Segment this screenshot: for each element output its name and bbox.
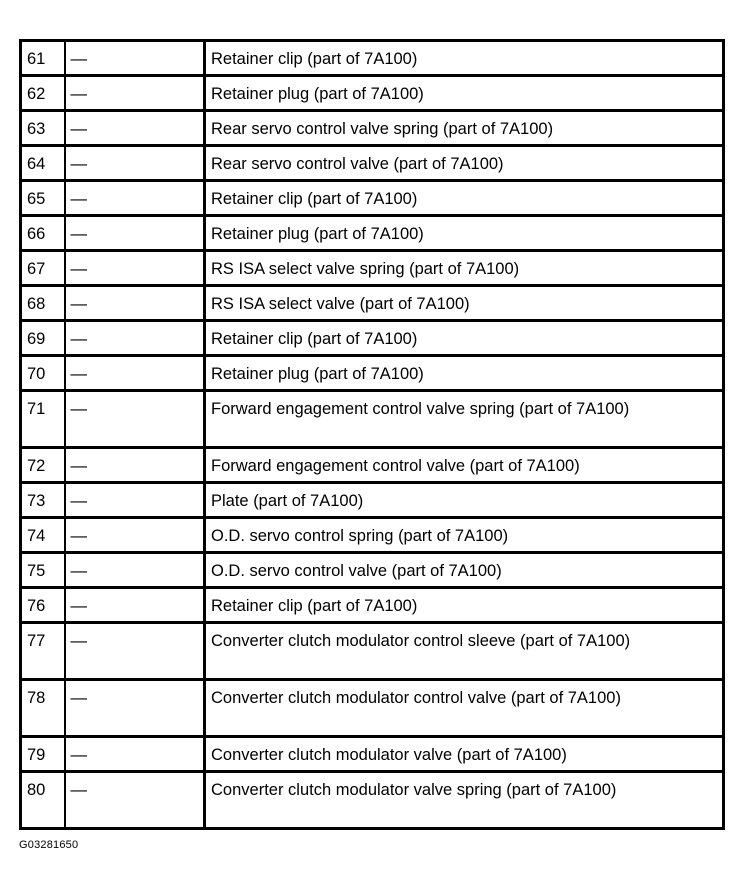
item-quantity: —	[65, 321, 205, 356]
item-quantity: —	[65, 680, 205, 737]
item-number: 71	[21, 391, 65, 448]
item-number: 70	[21, 356, 65, 391]
table-row	[21, 321, 724, 356]
item-description: Rear servo control valve (part of 7A100)	[205, 146, 724, 181]
item-number: 69	[21, 321, 65, 356]
item-number: 79	[21, 737, 65, 772]
table-row	[21, 146, 724, 181]
table-row	[21, 216, 724, 251]
table-row	[21, 356, 724, 391]
item-number: 66	[21, 216, 65, 251]
item-number: 75	[21, 553, 65, 588]
item-number: 78	[21, 680, 65, 737]
item-description: Converter clutch modulator valve (part of 7A100)	[205, 737, 724, 772]
item-quantity: —	[65, 737, 205, 772]
figure-id: G03281650	[19, 839, 79, 851]
table-row	[21, 680, 724, 737]
item-description: RS ISA select valve (part of 7A100)	[205, 286, 724, 321]
item-number: 68	[21, 286, 65, 321]
table-row	[21, 251, 724, 286]
item-quantity: —	[65, 111, 205, 146]
item-quantity: —	[65, 286, 205, 321]
table-row	[21, 553, 724, 588]
item-description: Forward engagement control valve spring (part of 7A100)	[205, 391, 724, 448]
item-quantity: —	[65, 41, 205, 76]
item-quantity: —	[65, 181, 205, 216]
item-description: Converter clutch modulator control sleeve (part of 7A100)	[205, 623, 724, 680]
item-quantity: —	[65, 448, 205, 483]
item-quantity: —	[65, 483, 205, 518]
item-number: 67	[21, 251, 65, 286]
table-row	[21, 772, 724, 829]
item-number: 63	[21, 111, 65, 146]
item-quantity: —	[65, 391, 205, 448]
item-description: Rear servo control valve spring (part of 7A100)	[205, 111, 724, 146]
item-number: 65	[21, 181, 65, 216]
item-quantity: —	[65, 772, 205, 829]
table-row	[21, 286, 724, 321]
item-quantity: —	[65, 146, 205, 181]
item-number: 73	[21, 483, 65, 518]
item-description: Retainer clip (part of 7A100)	[205, 181, 724, 216]
item-number: 74	[21, 518, 65, 553]
item-description: Converter clutch modulator valve spring (part of 7A100)	[205, 772, 724, 829]
item-number: 64	[21, 146, 65, 181]
item-description: O.D. servo control valve (part of 7A100)	[205, 553, 724, 588]
table-row	[21, 111, 724, 146]
item-description: Forward engagement control valve (part of 7A100)	[205, 448, 724, 483]
item-number: 80	[21, 772, 65, 829]
item-description: Retainer plug (part of 7A100)	[205, 76, 724, 111]
item-quantity: —	[65, 623, 205, 680]
item-description: RS ISA select valve spring (part of 7A100)	[205, 251, 724, 286]
table-row	[21, 518, 724, 553]
table-row	[21, 41, 724, 76]
table-row	[21, 483, 724, 518]
table-row	[21, 737, 724, 772]
item-description: Retainer clip (part of 7A100)	[205, 588, 724, 623]
item-number: 62	[21, 76, 65, 111]
table-row	[21, 391, 724, 448]
item-quantity: —	[65, 553, 205, 588]
item-description: Retainer clip (part of 7A100)	[205, 41, 724, 76]
item-quantity: —	[65, 518, 205, 553]
item-quantity: —	[65, 76, 205, 111]
item-number: 77	[21, 623, 65, 680]
parts-table	[19, 39, 725, 830]
table-row	[21, 181, 724, 216]
item-description: Retainer plug (part of 7A100)	[205, 216, 724, 251]
item-quantity: —	[65, 216, 205, 251]
table-row	[21, 76, 724, 111]
item-quantity: —	[65, 251, 205, 286]
item-description: O.D. servo control spring (part of 7A100)	[205, 518, 724, 553]
item-description: Converter clutch modulator control valve (part of 7A100)	[205, 680, 724, 737]
item-number: 72	[21, 448, 65, 483]
table-row	[21, 588, 724, 623]
item-quantity: —	[65, 588, 205, 623]
item-number: 76	[21, 588, 65, 623]
table-row	[21, 448, 724, 483]
item-number: 61	[21, 41, 65, 76]
item-description: Retainer clip (part of 7A100)	[205, 321, 724, 356]
item-description: Retainer plug (part of 7A100)	[205, 356, 724, 391]
table-row	[21, 623, 724, 680]
item-description: Plate (part of 7A100)	[205, 483, 724, 518]
item-quantity: —	[65, 356, 205, 391]
